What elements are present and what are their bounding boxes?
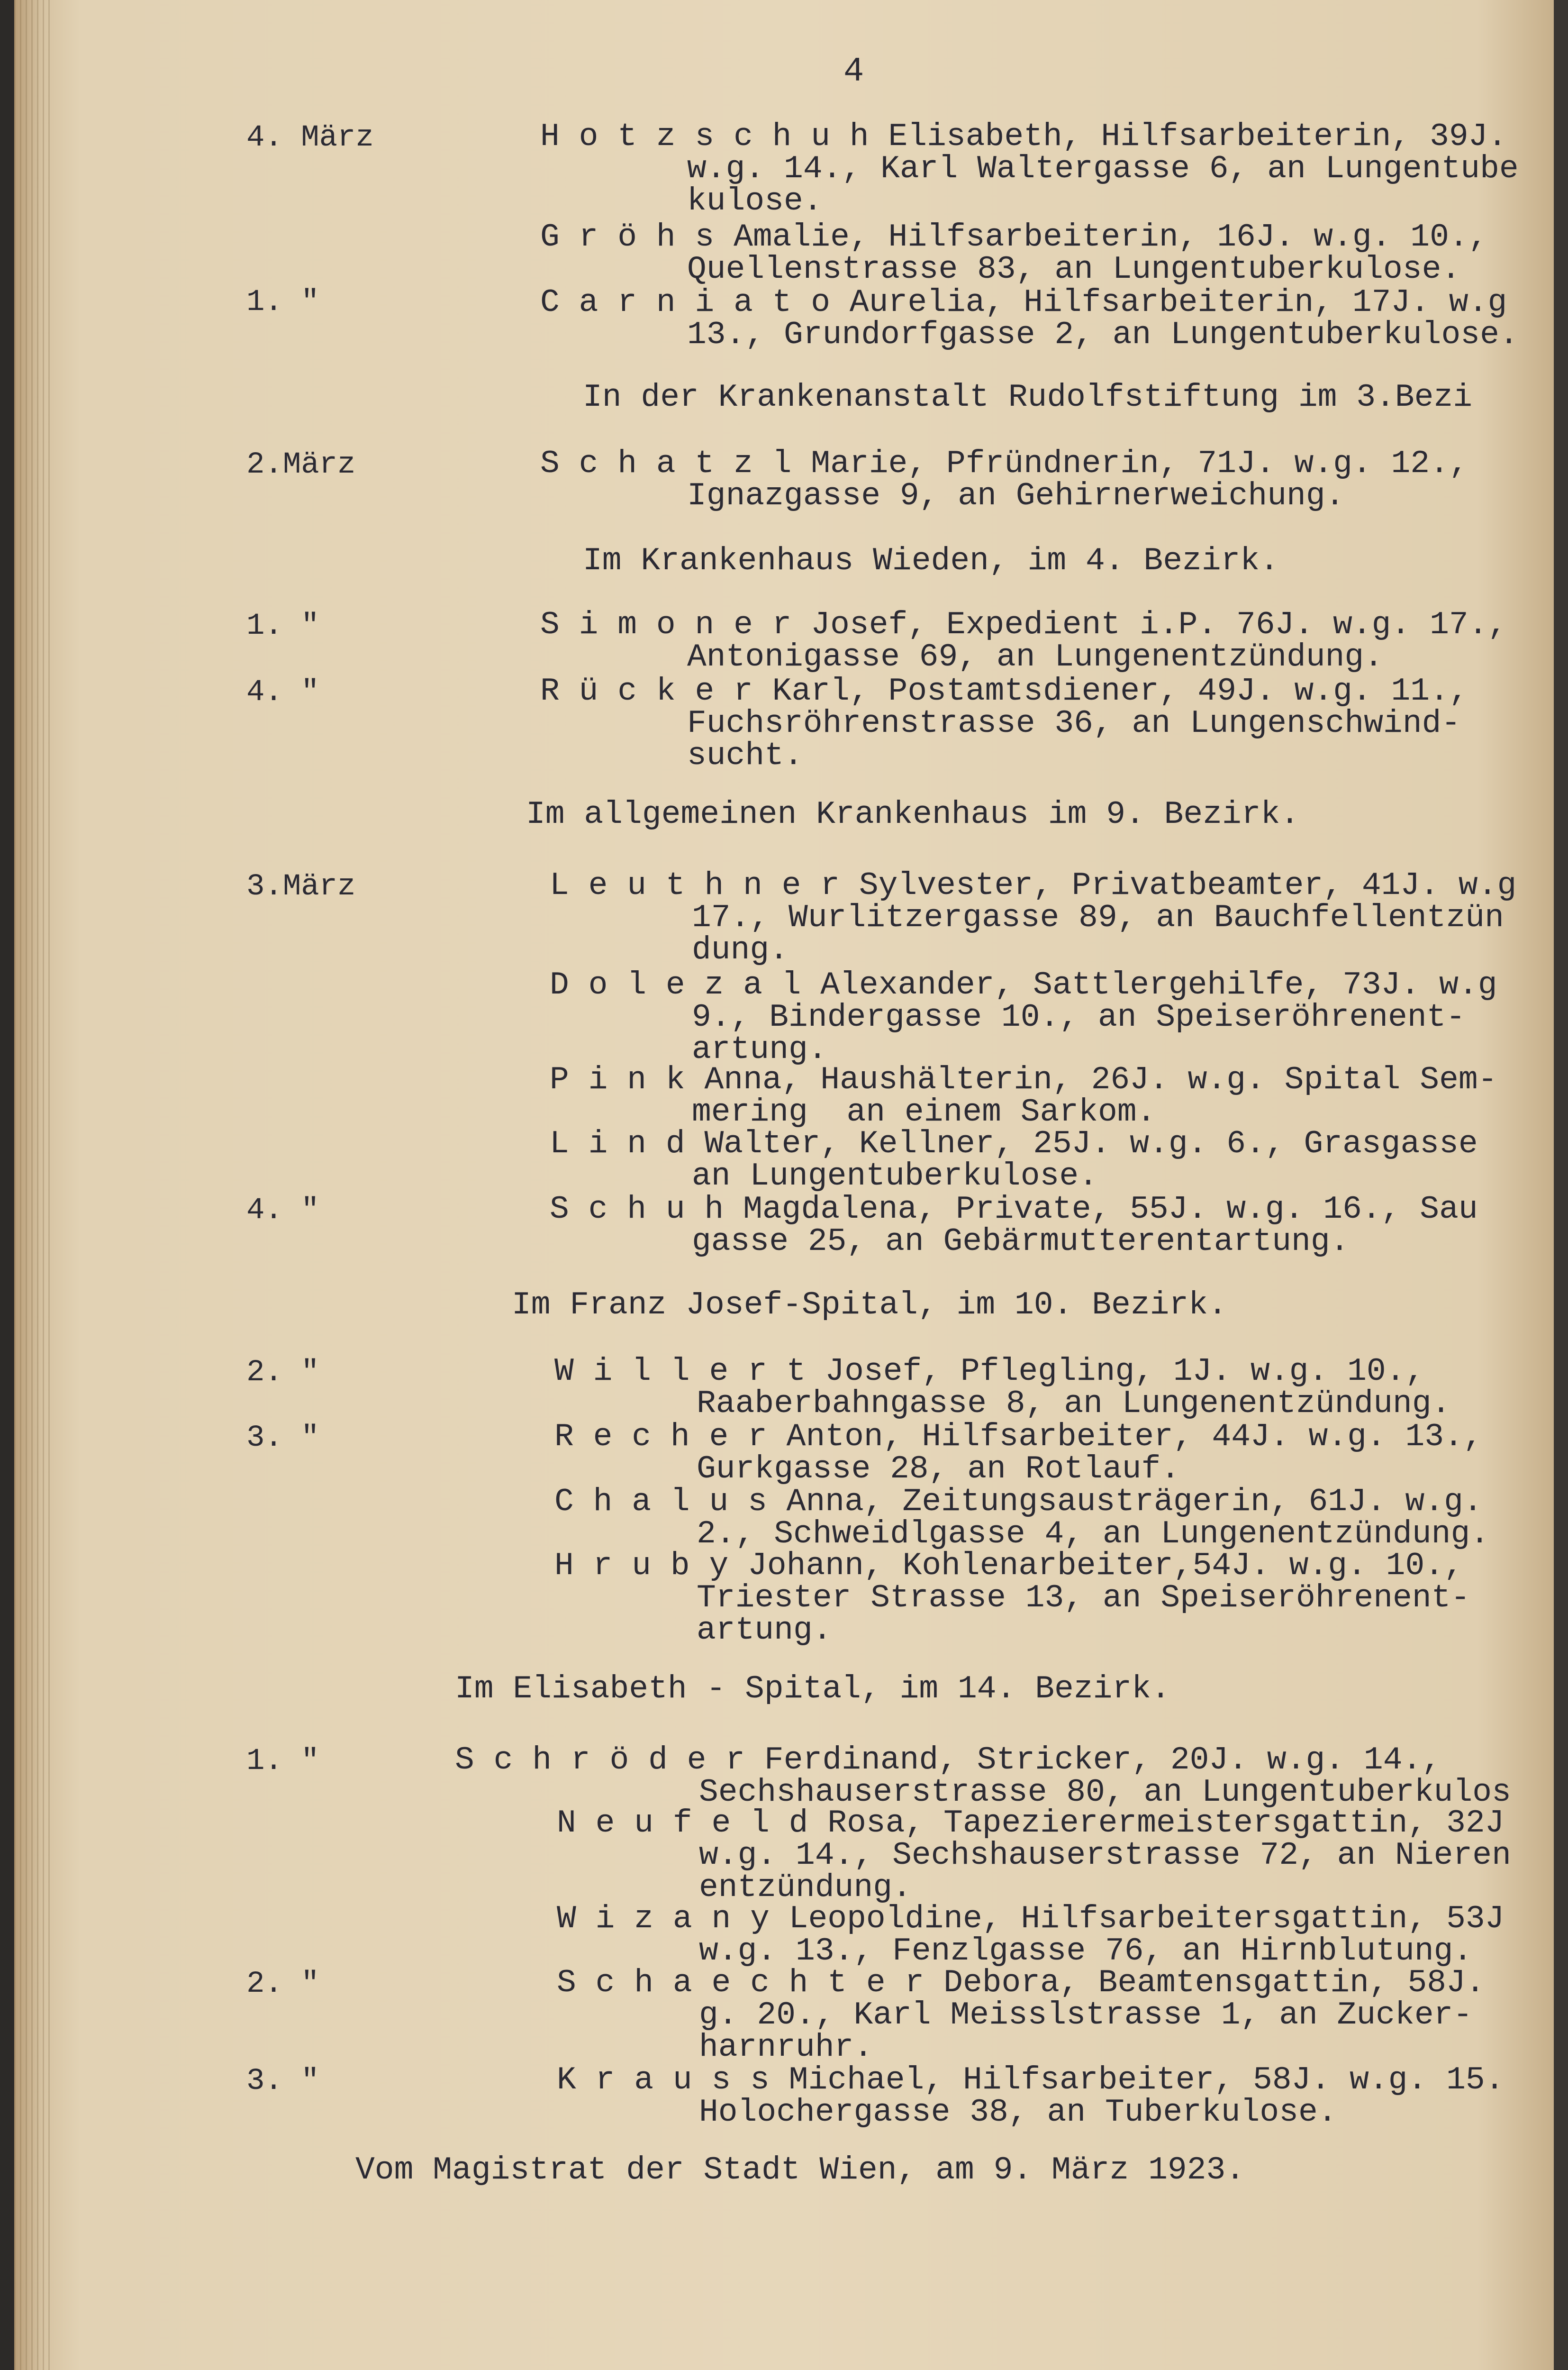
entry-date: 3.März [246, 870, 356, 904]
entry-line: S c h a e c h t e r Debora, Beamtensgattin, 58J. [557, 1965, 1485, 2001]
entry-line: C h a l u s Anna, Zeitungsausträgerin, 61J. w.g. [554, 1484, 1483, 1520]
entry-date: 2. " [246, 1967, 319, 2001]
page-binding-edge [14, 0, 52, 2370]
entry-line: Holochergasse 38, an Tuberkulose. [699, 2094, 1337, 2131]
entry-line: g. 20., Karl Meisslstrasse 1, an Zucker- [699, 1997, 1473, 2033]
entry-line: 13., Grundorfgasse 2, an Lungentuberkulose. [687, 317, 1519, 353]
entry-line: dung. [692, 932, 789, 968]
entry-line: w.g. 14., Karl Waltergasse 6, an Lungentube [687, 151, 1519, 187]
entry-line: W i l l e r t Josef, Pflegling, 1J. w.g. 10., [554, 1353, 1425, 1390]
entry-line: H o t z s c h u h Elisabeth, Hilfsarbeiterin, 39J. [540, 118, 1507, 155]
entry-line: G r ö h s Amalie, Hilfsarbeiterin, 16J. w.g. 10., [540, 219, 1488, 255]
entry-line: Fuchsröhrenstrasse 36, an Lungenschwind- [687, 705, 1461, 742]
entry-date: 4. " [246, 675, 319, 710]
entry-line: L e u t h n e r Sylvester, Privatbeamter, 41J. w.g [550, 867, 1517, 904]
section-heading: Im Franz Josef-Spital, im 10. Bezirk. [512, 1287, 1227, 1323]
section-heading: Im allgemeinen Krankenhaus im 9. Bezirk. [526, 796, 1300, 833]
page-right-edge [1554, 0, 1568, 2370]
entry-date: 3. " [246, 2064, 319, 2098]
entry-line: Quellenstrasse 83, an Lungentuberkulose. [687, 251, 1461, 288]
entry-line: Sechshauserstrasse 80, an Lungentuberkulos [699, 1774, 1511, 1811]
entry-line: artung. [697, 1612, 832, 1649]
entry-line: W i z a n y Leopoldine, Hilfsarbeitersgattin, 53J [557, 1901, 1505, 1937]
entry-line: S i m o n e r Josef, Expedient i.P. 76J. w.g. 17., [540, 607, 1507, 643]
entry-line: K r a u s s Michael, Hilfsarbeiter, 58J. w.g. 15. [557, 2062, 1505, 2098]
entry-line: kulose. [687, 183, 823, 219]
section-heading: Im Krankenhaus Wieden, im 4. Bezirk. [583, 543, 1279, 579]
entry-line: 17., Wurlitzergasse 89, an Bauchfellentzün [692, 900, 1504, 936]
entry-line: harnruhr. [699, 2029, 873, 2066]
entry-line: artung. [692, 1031, 827, 1068]
entry-line: R e c h e r Anton, Hilfsarbeiter, 44J. w.g. 13., [554, 1419, 1483, 1455]
entry-line: sucht. [687, 738, 803, 774]
section-heading: Im Elisabeth - Spital, im 14. Bezirk. [455, 1671, 1170, 1707]
entry-line: 9., Bindergasse 10., an Speiseröhrenent- [692, 999, 1466, 1036]
entry-line: w.g. 13., Fenzlgasse 76, an Hirnblutung. [699, 1933, 1473, 1969]
entry-date: 3. " [246, 1421, 319, 1455]
entry-line: 2., Schweidlgasse 4, an Lungenentzündung. [697, 1516, 1490, 1552]
entry-line: Raaberbahngasse 8, an Lungenentzündung. [697, 1386, 1451, 1422]
entry-line: C a r n i a t o Aurelia, Hilfsarbeiterin, 17J. w.g [540, 284, 1507, 321]
entry-date: 2.März [246, 448, 356, 482]
entry-line: L i n d Walter, Kellner, 25J. w.g. 6., Grasgasse [550, 1126, 1478, 1162]
entry-date: 4. " [246, 1194, 319, 1228]
entry-line: H r u b y Johann, Kohlenarbeiter,54J. w.g. 10., [554, 1548, 1463, 1584]
entry-line: Gurkgasse 28, an Rotlauf. [697, 1451, 1180, 1487]
entry-line: mering an einem Sarkom. [692, 1094, 1156, 1130]
footer-signature-line: Vom Magistrat der Stadt Wien, am 9. März 1923. [355, 2152, 1245, 2188]
entry-date: 1. " [246, 285, 319, 319]
entry-line: Triester Strasse 13, an Speiseröhrenent- [697, 1580, 1470, 1616]
entry-line: Antonigasse 69, an Lungenentzündung. [687, 639, 1384, 675]
entry-line: D o l e z a l Alexander, Sattlergehilfe, 73J. w.g [550, 967, 1497, 1003]
entry-line: w.g. 14., Sechshauserstrasse 72, an Nieren [699, 1837, 1511, 1874]
entry-date: 2. " [246, 1356, 319, 1390]
entry-line: gasse 25, an Gebärmutterentartung. [692, 1223, 1350, 1260]
entry-line: R ü c k e r Karl, Postamtsdiener, 49J. w.g. 11., [540, 673, 1468, 710]
entry-line: Ignazgasse 9, an Gehirnerweichung. [687, 478, 1345, 514]
entry-date: 1. " [246, 1744, 319, 1778]
entry-line: an Lungentuberkulose. [692, 1158, 1098, 1194]
entry-line: S c h u h Magdalena, Private, 55J. w.g. 16., Sau [550, 1191, 1478, 1228]
entry-line: S c h a t z l Marie, Pfründnerin, 71J. w.g. 12., [540, 446, 1468, 482]
entry-line: N e u f e l d Rosa, Tapezierermeistersgattin, 32J [557, 1805, 1505, 1841]
entry-line: P i n k Anna, Haushälterin, 26J. w.g. Spital Sem- [550, 1062, 1497, 1098]
entry-line: entzündung. [699, 1869, 912, 1906]
page-number: 4 [843, 52, 864, 91]
entry-date: 4. März [246, 121, 374, 155]
entry-line: S c h r ö d e r Ferdinand, Stricker, 20J. w.g. 14., [455, 1742, 1441, 1778]
entry-date: 1. " [246, 609, 319, 643]
section-heading: In der Krankenanstalt Rudolfstiftung im 3.Bezi [583, 379, 1473, 416]
